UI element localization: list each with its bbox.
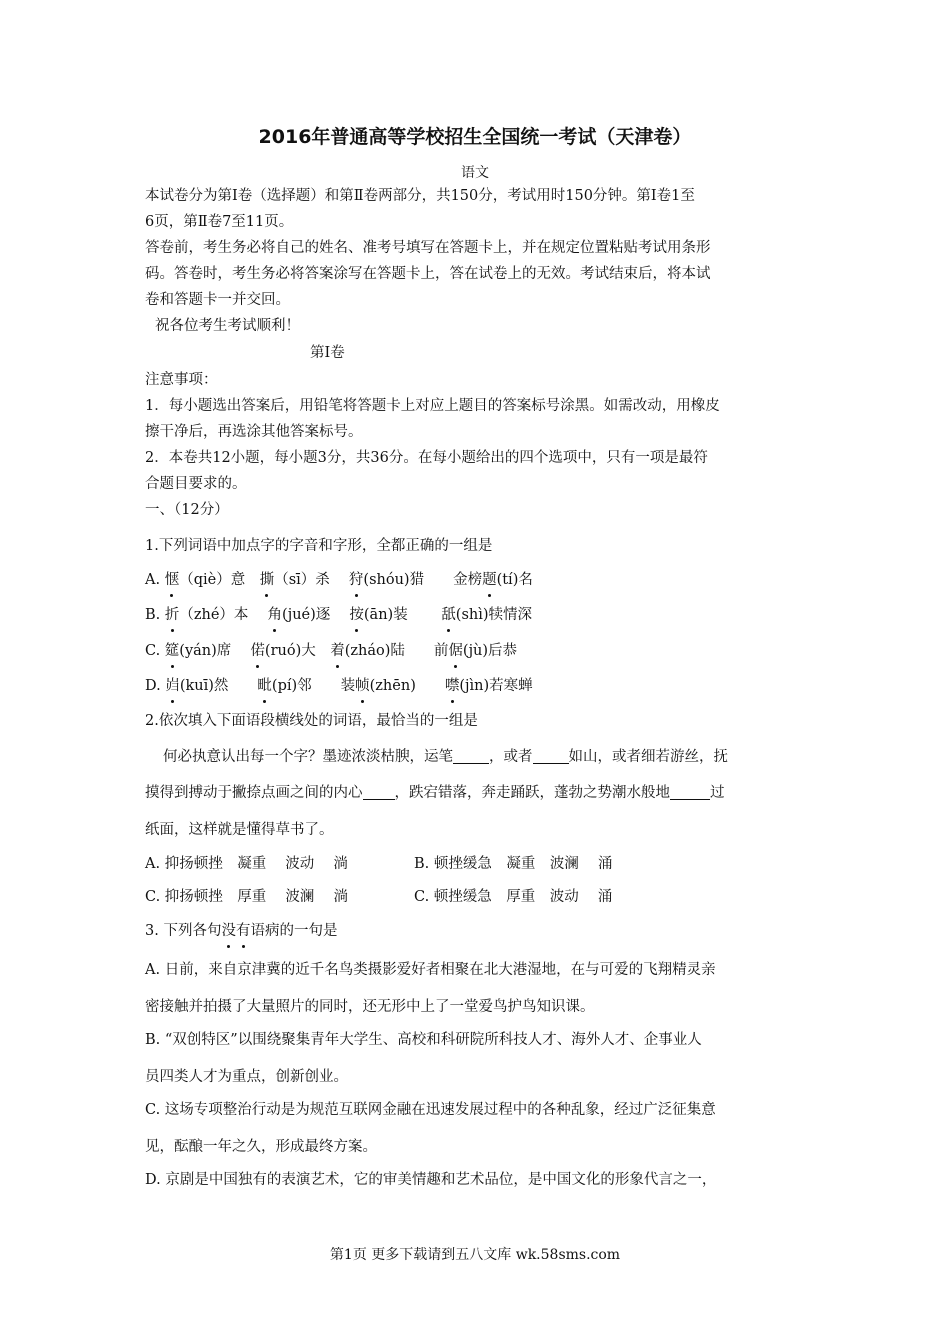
passage-text: 过 (710, 785, 725, 801)
dotted-char: 惬 (165, 569, 180, 591)
question-stem: 2.依次填入下面语段横线处的词语，最恰当的一组是 (145, 713, 478, 729)
q3-option-d-line: D. 京剧是中国独有的表演艺术，它的审美情趣和艺术品位，是中国文化的形象代言之一， (145, 1172, 717, 1188)
q1-option-a (145, 569, 533, 591)
q2-option-a: A. 抑扬顿挫 凝重 波动 淌 (145, 856, 348, 872)
option-text: (yán)席 (179, 643, 251, 659)
dotted-char: 没 (221, 920, 236, 942)
q1-option-b (145, 604, 532, 626)
q2-option-b: B. 顿挫缓急 凝重 波澜 涌 (414, 856, 613, 872)
dotted-char: 帧 (355, 675, 370, 697)
notes-title: 注意事项： (145, 372, 218, 388)
dotted-char: 毗 (257, 675, 272, 697)
q3-option-a-line: A. 日前，来自京津冀的近千名鸟类摄影爱好者相聚在北大港湿地，在与可爱的飞翔精灵亲 (145, 962, 716, 978)
option-prefix: B. (145, 607, 165, 623)
option-text: (pí)邻 装 (271, 678, 356, 694)
q2-option-d: C. 顿挫缓急 厚重 波动 涌 (414, 889, 613, 905)
option-text: （sī）杀 (274, 572, 349, 588)
note-line: 合题目要求的。 (145, 476, 247, 492)
dotted-char: 着 (330, 640, 345, 662)
option-text: (zháo)陆 前 (344, 643, 449, 659)
dotted-char: 撕 (260, 569, 275, 591)
passage-text: ，或者 (489, 749, 533, 765)
dotted-char: 岿 (165, 675, 180, 697)
intro-line: 本试卷分为第Ⅰ卷（选择题）和第Ⅱ卷两部分，共150分，考试用时150分钟。第Ⅰ卷1至 (145, 188, 695, 204)
option-text: (zhēn) (369, 678, 445, 694)
part-heading: 一、（12分） (145, 502, 229, 518)
dotted-char: 偌 (250, 640, 265, 662)
passage-line (145, 782, 725, 804)
option-text: (shóu)猎 金榜 (363, 572, 483, 588)
wish-line: 祝各位考生考试顺利！ (155, 318, 300, 334)
dotted-char: 噤 (445, 675, 460, 697)
intro-line: 码。答卷时，考生务必将答案涂写在答题卡上，答在试卷上的无效。考试结束后，将本试 (145, 266, 711, 282)
dotted-char: 倨 (448, 640, 463, 662)
dotted-char: 舐 (441, 604, 456, 626)
q3-option-c-line: 见，酝酿一年之久，形成最终方案。 (145, 1139, 377, 1155)
section-heading: 第Ⅰ卷 (310, 345, 345, 361)
intro-line: 卷和答题卡一并交回。 (145, 292, 290, 308)
dotted-char: 狩 (349, 569, 364, 591)
exam-title: 2016年普通高等学校招生全国统一考试（天津卷） (258, 126, 692, 148)
intro-line: 答卷前，考生务必将自己的姓名、准考号填写在答题卡上，并在规定位置粘贴考试用条形 (145, 240, 711, 256)
option-prefix: D. (145, 678, 166, 694)
fill-blank (533, 747, 569, 764)
subject-label: 语文 (461, 165, 489, 181)
passage-text: ，跌宕错落，奔走踊跃，蓬勃之势潮水般地 (394, 785, 670, 801)
fill-blank (363, 783, 395, 800)
option-text: (shì)犊情深 (455, 607, 533, 623)
dotted-char: 按 (349, 604, 364, 626)
q2-option-c: C. 抑扬顿挫 厚重 波澜 淌 (145, 889, 349, 905)
dotted-char: 有 (236, 920, 251, 942)
passage-line: 纸面，这样就是懂得草书了。 (145, 822, 334, 838)
option-text: （qiè）意 (179, 572, 260, 588)
stem-text: 3. 下列各句 (145, 923, 222, 939)
q3-option-b-line: B. “双创特区”以围绕聚集青年大学生、高校和科研院所科技人才、海外人才、企事业人 (145, 1032, 702, 1048)
passage-text: 如山，或者细若游丝，抚 (568, 749, 728, 765)
passage-text: 摸得到搏动于撇捺点画之间的内心 (145, 785, 363, 801)
option-text: (jìn)若寒蝉 (459, 678, 533, 694)
stem-text: 语病的一句是 (250, 923, 338, 939)
option-text: (jù)后恭 (462, 643, 518, 659)
option-text: (kuī)然 (179, 678, 258, 694)
option-text: (jué)逐 (282, 607, 350, 623)
q3-option-b-line: 员四类人才为重点，创新创业。 (145, 1069, 348, 1085)
note-line: 2．本卷共12小题，每小题3分，共36分。在每小题给出的四个选项中，只有一项是最符 (145, 450, 708, 466)
option-text: （zhé）本 (179, 607, 268, 623)
option-text: (tí)名 (496, 572, 533, 588)
passage-line (163, 746, 728, 768)
q1-option-c (145, 640, 517, 662)
dotted-char: 题 (482, 569, 497, 591)
q1-option-d (145, 675, 533, 697)
option-text: (ān)装 (363, 607, 442, 623)
passage-text: 何必执意认出每一个字？墨迹浓淡枯腴，运笔 (163, 749, 453, 765)
option-text: (ruó)大 (264, 643, 331, 659)
fill-blank (453, 747, 489, 764)
q3-option-c-line: C. 这场专项整治行动是为规范互联网金融在迅速发展过程中的各种乱象，经过广泛征集意 (145, 1102, 716, 1118)
dotted-char: 筵 (165, 640, 180, 662)
fill-blank (670, 783, 710, 800)
option-prefix: C. (145, 643, 165, 659)
page-footer: 第1页 更多下载请到五八文库 wk.58sms.com (329, 1247, 621, 1263)
question-stem: 1.下列词语中加点字的字音和字形，全都正确的一组是 (145, 538, 493, 554)
q3-option-a-line: 密接触并拍摄了大量照片的同时，还无形中上了一堂爱鸟护鸟知识课。 (145, 999, 595, 1015)
dotted-char: 折 (165, 604, 180, 626)
option-prefix: A. (145, 572, 165, 588)
note-line: 1．每小题选出答案后，用铅笔将答题卡上对应上题目的答案标号涂黑。如需改动，用橡皮 (145, 398, 720, 414)
dotted-char: 角 (268, 604, 283, 626)
note-line: 擦干净后，再选涂其他答案标号。 (145, 424, 363, 440)
question-stem (145, 920, 337, 942)
intro-line: 6页，第Ⅱ卷7至11页。 (145, 214, 294, 230)
